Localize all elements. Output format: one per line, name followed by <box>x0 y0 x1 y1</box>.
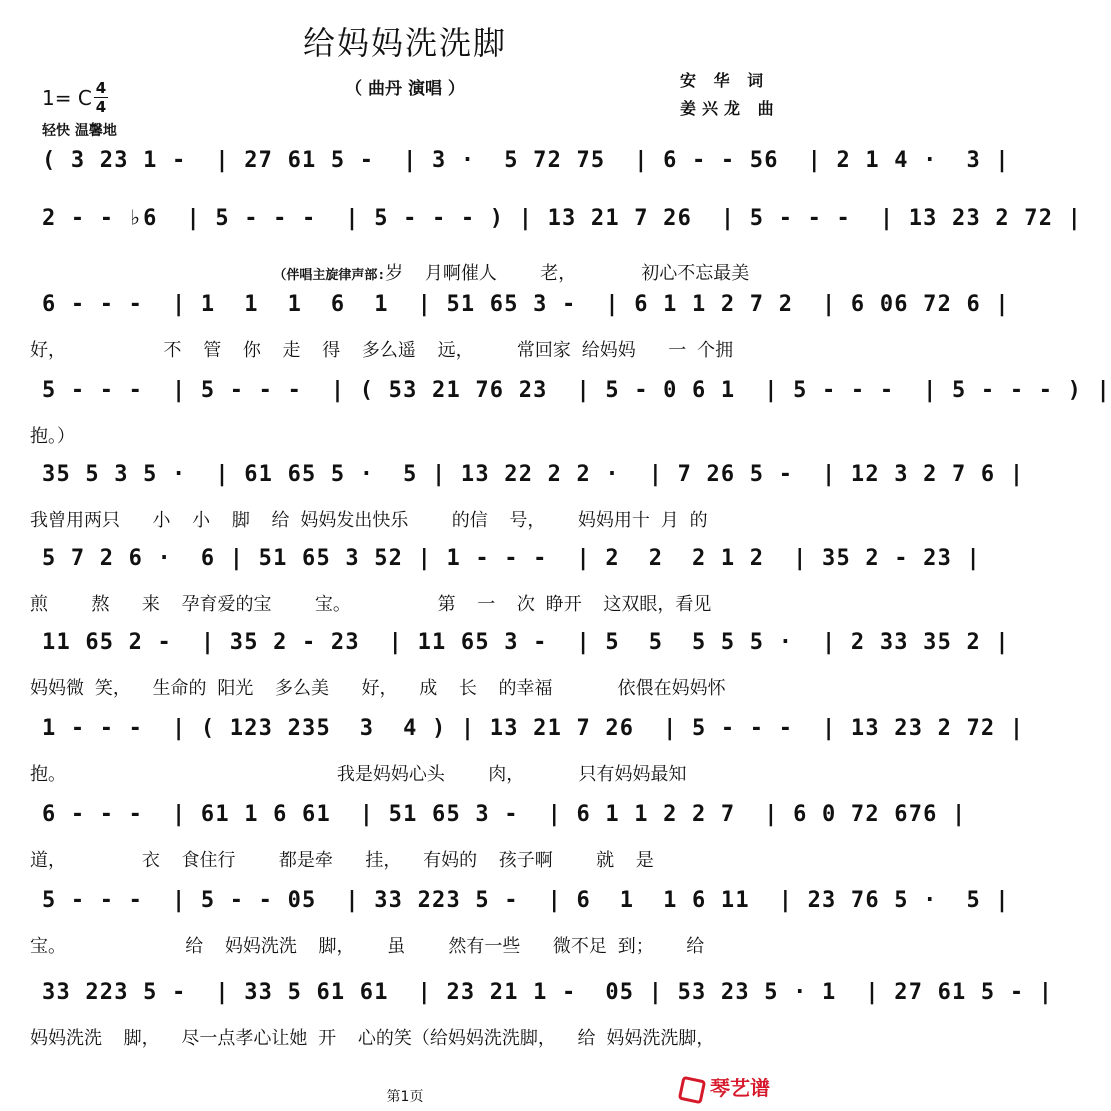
lyric-line: 好， 不 管 你 走 得 多么遥 远， 常回家 给妈妈 一 个拥 <box>30 340 734 361</box>
lyric-line: 宝。 给 妈妈洗洗 脚， 虽 然有一些 微不足 到； 给 <box>30 936 705 957</box>
lyric-line: 妈妈洗洗 脚， 尽一点孝心让她 开 心的笑（给妈妈洗洗脚， 给 妈妈洗洗脚， <box>30 1028 715 1049</box>
page-number: 第1页 <box>386 1089 424 1105</box>
time-signature <box>94 80 108 115</box>
lyric-line: 抱。 我是妈妈心头 肉， 只有妈妈最知 <box>30 764 687 785</box>
logo-mark-icon <box>678 1075 706 1103</box>
logo-text: 琴艺谱 <box>710 1076 770 1100</box>
meter-bottom: 4 <box>95 98 107 116</box>
lyric-line: 煎 熬 来 孕育爱的宝 宝。 第 一 次 睁开 这双眼，看见 <box>30 594 712 615</box>
accompaniment-lyrics: 岁 月啊催人 老， 初心不忘最美 <box>385 263 750 284</box>
notation-line: 11 65 2 - | 35 2 - 23 | 11 65 3 - | 5 5 5 5 5 · | 2 33 35 2 | <box>42 630 1010 655</box>
notation-line: 6 - - - | 61 1 6 61 | 51 65 3 - | 6 1 1 2 2 7 | 6 0 72 676 | <box>42 802 967 827</box>
notation-line: 35 5 3 5 · | 61 65 5 · 5 | 13 22 2 2 · | 7 26 5 - | 12 3 2 7 6 | <box>42 462 1025 487</box>
notation-line: 5 7 2 6 · 6 | 51 65 3 52 | 1 - - - | 2 2 2 1 2 | 35 2 - 23 | <box>42 546 981 571</box>
notation-line: 33 223 5 - | 33 5 61 61 | 23 21 1 - 05 | 53 23 5 · 1 | 27 61 5 - | <box>42 980 1054 1005</box>
page-title: 给妈妈洗洗脚 <box>302 24 507 62</box>
key-signature: 1= C <box>42 86 92 110</box>
notation-line: 5 - - - | 5 - - 05 | 33 223 5 - | 6 1 1 6 11 | 23 76 5 · 5 | <box>42 888 1010 913</box>
notation-line: 2 - - ♭6 | 5 - - - | 5 - - - ) | 13 21 7 26 | 5 - - - | 13 23 2 72 | <box>42 206 1083 231</box>
notation-line: 5 - - - | 5 - - - | ( 53 21 76 23 | 5 - 0 6 1 | 5 - - - | 5 - - - ) | <box>42 378 1111 403</box>
lyric-line: 我曾用两只 小 小 脚 给 妈妈发出快乐 的信 号， 妈妈用十 月 的 <box>30 510 708 531</box>
score-system <box>30 980 1054 1080</box>
lyricist-credit: 安 华 词 <box>680 71 770 90</box>
notation-line: 1 - - - | ( 123 235 3 4 ) | 13 21 7 26 | 5 - - - | 13 23 2 72 | <box>42 716 1025 741</box>
meter-top: 4 <box>95 79 107 97</box>
score-system <box>30 888 1010 988</box>
accompaniment-note: （伴唱主旋律声部: <box>273 268 386 283</box>
singer-line: （ 曲丹 演唱 ） <box>345 79 465 99</box>
notation-line: 6 - - - | 1 1 1 6 1 | 51 65 3 - | 6 1 1 2 7 2 | 6 06 72 6 | <box>42 292 1010 317</box>
lyric-line: 妈妈微 笑， 生命的 阳光 多么美 好， 成 长 的幸福 依偎在妈妈怀 <box>30 678 726 699</box>
site-logo <box>680 1072 770 1102</box>
tempo-marking: 轻快 温馨地 <box>42 123 117 139</box>
notation-line: ( 3 23 1 - | 27 61 5 - | 3 · 5 72 75 | 6 - - 56 | 2 1 4 · 3 | <box>42 148 1010 173</box>
composer-credit: 姜兴龙 曲 <box>680 99 780 118</box>
lyric-line: 道， 衣 食住行 都是牵 挂， 有妈的 孩子啊 就 是 <box>30 850 654 871</box>
lyric-line: 抱。） <box>30 426 75 447</box>
